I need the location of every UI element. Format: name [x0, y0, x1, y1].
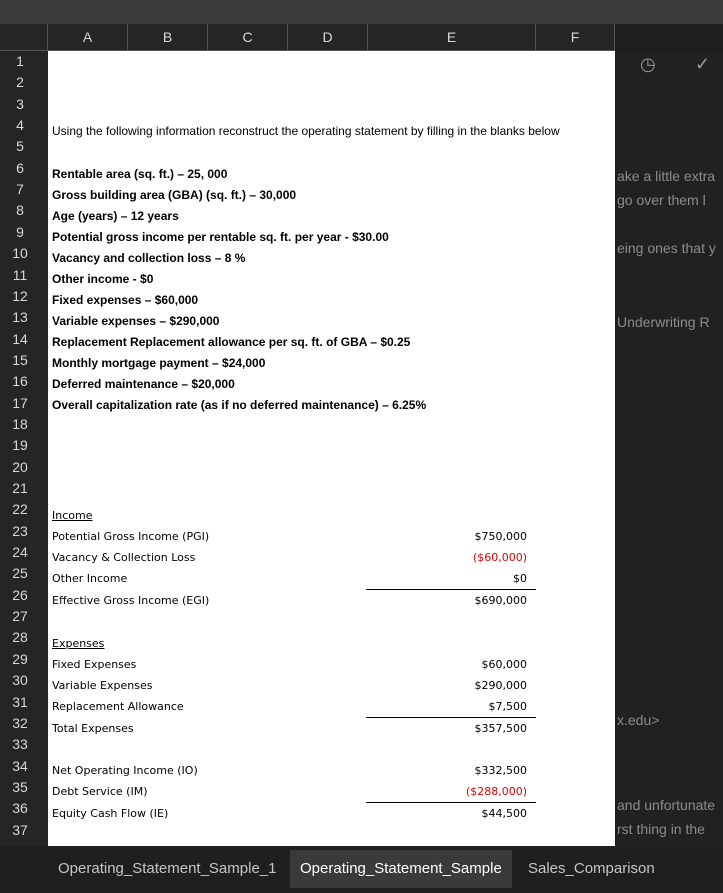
- row-header[interactable]: 36: [12, 800, 28, 817]
- given-deferred-maintenance[interactable]: Deferred maintenance – $20,000: [52, 377, 235, 391]
- column-header-d[interactable]: D: [288, 24, 368, 50]
- select-all-corner[interactable]: [0, 24, 48, 50]
- given-rentable-area[interactable]: Rentable area (sq. ft.) – 25, 000: [52, 167, 228, 181]
- income-egi-value[interactable]: $690,000: [474, 594, 527, 607]
- row-header[interactable]: 30: [12, 672, 28, 689]
- given-replacement-allowance[interactable]: Replacement Replacement allowance per sq. ft. of GBA – $0.25: [52, 335, 411, 349]
- row-header[interactable]: 37: [12, 821, 28, 838]
- expenses-header[interactable]: Expenses: [52, 637, 105, 650]
- given-mortgage-payment[interactable]: Monthly mortgage payment – $24,000: [52, 356, 266, 370]
- bg-text-3: eing ones that y: [617, 240, 716, 256]
- row-header[interactable]: 16: [12, 373, 28, 390]
- row-header[interactable]: 17: [12, 394, 28, 411]
- noi-label[interactable]: Net Operating Income (IO): [52, 764, 198, 777]
- row-header[interactable]: 32: [12, 714, 28, 731]
- background-document: [615, 52, 723, 852]
- income-vacancy-label[interactable]: Vacancy & Collection Loss: [52, 551, 196, 564]
- instruction-text[interactable]: Using the following information reconstruct the operating statement by filling in the blanks below: [52, 124, 560, 138]
- row-header[interactable]: 26: [12, 586, 28, 603]
- row-header[interactable]: 4: [16, 117, 24, 134]
- row-header[interactable]: 20: [12, 458, 28, 475]
- row-header[interactable]: 18: [12, 415, 28, 432]
- bg-text-5: x.edu>: [617, 712, 660, 728]
- expenses-fixed-value[interactable]: $60,000: [481, 658, 527, 671]
- income-pgi-label[interactable]: Potential Gross Income (PGI): [52, 530, 210, 543]
- row-header[interactable]: 19: [12, 437, 28, 454]
- row-header[interactable]: 11: [12, 266, 28, 283]
- row-header[interactable]: 2: [16, 74, 24, 91]
- given-vacancy[interactable]: Vacancy and collection loss – 8 %: [52, 251, 246, 265]
- given-variable-expenses[interactable]: Variable expenses – $290,000: [52, 314, 220, 328]
- row-header[interactable]: 9: [16, 223, 24, 240]
- bg-text-4: Underwriting R: [617, 314, 710, 330]
- given-gba[interactable]: Gross building area (GBA) (sq. ft.) – 30,000: [52, 188, 297, 202]
- tab-operating-statement-sample-1[interactable]: Operating_Statement_Sample_1: [58, 860, 277, 877]
- row-header[interactable]: 24: [12, 544, 28, 561]
- history-icon[interactable]: ◷: [640, 54, 656, 74]
- row-header[interactable]: 21: [12, 480, 28, 496]
- top-toolbar: [0, 0, 723, 24]
- given-cap-rate[interactable]: Overall capitalization rate (as if no deferred maintenance) – 6.25%: [52, 398, 427, 412]
- row-header[interactable]: 33: [12, 736, 28, 753]
- check-add-icon[interactable]: ✓: [695, 54, 711, 74]
- given-age[interactable]: Age (years) – 12 years: [52, 209, 179, 223]
- row-header[interactable]: 35: [12, 778, 28, 795]
- expenses-total-label[interactable]: Total Expenses: [52, 722, 134, 735]
- equity-cash-flow-value[interactable]: $44,500: [481, 807, 527, 820]
- column-header-e[interactable]: E: [368, 24, 536, 50]
- income-other-value[interactable]: $0: [513, 572, 527, 585]
- income-egi-label[interactable]: Effective Gross Income (EGI): [52, 594, 210, 607]
- row-header[interactable]: 13: [12, 309, 28, 326]
- given-other-income[interactable]: Other income - $0: [52, 272, 154, 286]
- row-header[interactable]: 6: [16, 159, 24, 176]
- row-header[interactable]: 5: [16, 138, 24, 155]
- expenses-replacement-label[interactable]: Replacement Allowance: [52, 700, 184, 713]
- row-header[interactable]: 34: [12, 757, 28, 774]
- column-header-bar: [0, 24, 615, 51]
- given-pgi-per-sqft[interactable]: Potential gross income per rentable sq. ft. per year - $30.00: [52, 230, 389, 244]
- income-vacancy-value[interactable]: ($60,000): [472, 551, 527, 564]
- row-header[interactable]: 31: [12, 693, 28, 710]
- given-fixed-expenses[interactable]: Fixed expenses – $60,000: [52, 293, 199, 307]
- column-header-c[interactable]: C: [208, 24, 288, 50]
- spreadsheet-area: [0, 24, 723, 846]
- row-header[interactable]: 1: [16, 53, 24, 69]
- expenses-variable-label[interactable]: Variable Expenses: [52, 679, 153, 692]
- row-header[interactable]: 22: [12, 501, 28, 518]
- cell-grid[interactable]: [48, 51, 615, 851]
- row-header[interactable]: 7: [16, 181, 24, 198]
- income-header[interactable]: Income: [52, 509, 93, 522]
- row-header[interactable]: 27: [12, 608, 28, 625]
- tab-operating-statement-sample[interactable]: Operating_Statement_Sample: [290, 850, 512, 888]
- expenses-replacement-value[interactable]: $7,500: [488, 700, 527, 713]
- debt-service-value[interactable]: ($288,000): [465, 785, 527, 798]
- column-header-a[interactable]: A: [48, 24, 128, 50]
- row-header[interactable]: 29: [12, 650, 28, 667]
- row-header-bar: [0, 51, 49, 851]
- row-header[interactable]: 8: [16, 202, 24, 219]
- sheet-tab-bar: [0, 846, 723, 893]
- expenses-variable-value[interactable]: $290,000: [474, 679, 527, 692]
- row-header[interactable]: 23: [12, 522, 28, 539]
- income-other-label[interactable]: Other Income: [52, 572, 128, 585]
- bg-text-6: and unfortunate: [617, 797, 716, 813]
- column-header-b[interactable]: B: [128, 24, 208, 50]
- expenses-fixed-label[interactable]: Fixed Expenses: [52, 658, 137, 671]
- tab-sales-comparison[interactable]: Sales_Comparison: [528, 860, 655, 877]
- noi-value[interactable]: $332,500: [474, 764, 527, 777]
- row-header[interactable]: 10: [12, 245, 28, 262]
- income-pgi-value[interactable]: $750,000: [474, 530, 527, 543]
- row-header[interactable]: 28: [12, 629, 28, 646]
- row-header[interactable]: 25: [12, 565, 28, 582]
- row-header[interactable]: 14: [12, 330, 28, 347]
- row-header[interactable]: 12: [12, 287, 28, 304]
- bg-text-2: go over them l: [617, 192, 706, 208]
- equity-cash-flow-label[interactable]: Equity Cash Flow (IE): [52, 807, 169, 820]
- debt-service-label[interactable]: Debt Service (IM): [52, 785, 148, 798]
- bg-text-7: rst thing in the: [617, 821, 705, 837]
- row-header[interactable]: 3: [16, 95, 24, 112]
- column-header-f[interactable]: F: [536, 24, 615, 50]
- row-header[interactable]: 15: [12, 351, 28, 368]
- bg-text-1: ake a little extra: [617, 168, 716, 184]
- expenses-total-value[interactable]: $357,500: [474, 722, 527, 735]
